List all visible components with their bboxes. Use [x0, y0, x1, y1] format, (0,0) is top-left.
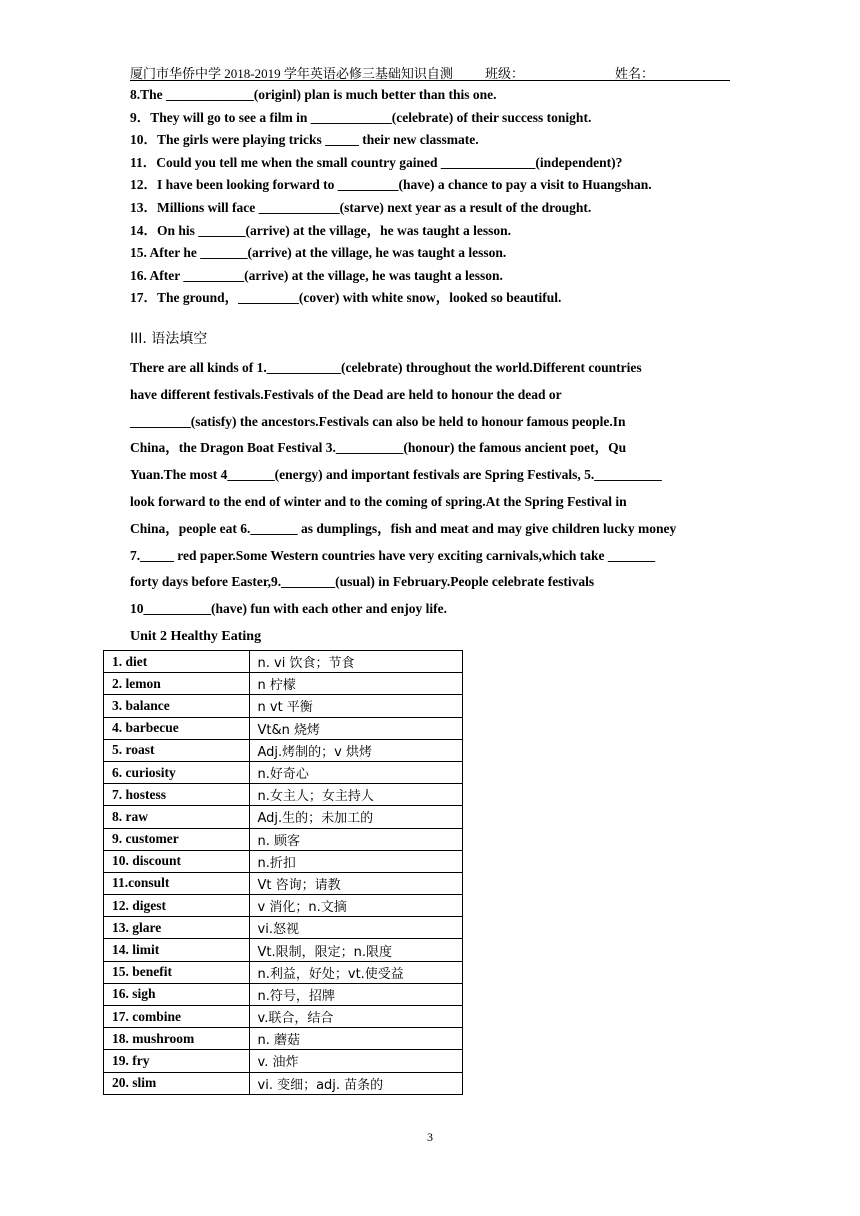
vocab-word: 17. combine	[104, 1006, 250, 1028]
vocab-meaning: n 柠檬	[249, 673, 462, 695]
paragraph-line: Yuan.The most 4_______(energy) and important festivals are Spring Festivals, 5.__________	[130, 467, 662, 483]
table-row	[104, 761, 463, 783]
vocab-word: 7. hostess	[104, 784, 250, 806]
page-header	[130, 60, 730, 81]
vocab-word: 13. glare	[104, 917, 250, 939]
exercise-line: 9．They will go to see a film in ____________(celebrate) of their success tonight.	[130, 109, 592, 125]
vocab-word: 8. raw	[104, 806, 250, 828]
unit-title: Unit 2 Healthy Eating	[130, 629, 262, 644]
vocab-meaning: n. 蘑菇	[249, 1028, 462, 1050]
table-row	[104, 850, 463, 872]
table-row	[104, 939, 463, 961]
paragraph-line: forty days before Easter,9.________(usual) in February.People celebrate festivals	[130, 574, 595, 590]
exercise-list	[130, 84, 750, 310]
vocab-word: 5. roast	[104, 739, 250, 761]
exercise-line: 17．The ground，_________(cover) with white snow，looked so beautiful.	[130, 290, 562, 306]
vocab-meaning: n.利益，好处；vt.使受益	[249, 961, 462, 983]
table-row	[104, 983, 463, 1005]
header-class-label: 班级：	[485, 66, 525, 81]
vocab-meaning: Vt.限制，限定；n.限度	[249, 939, 462, 961]
vocab-word: 15. benefit	[104, 961, 250, 983]
vocab-word: 18. mushroom	[104, 1028, 250, 1050]
vocab-word: 2. lemon	[104, 673, 250, 695]
table-row	[104, 872, 463, 894]
table-row	[104, 1050, 463, 1072]
table-row	[104, 895, 463, 917]
vocab-table	[103, 650, 463, 1095]
paragraph-line: There are all kinds of 1.___________(celebrate) throughout the world.Different countries	[130, 360, 642, 375]
table-row	[104, 695, 463, 717]
header-title: 厦门市华侨中学 2018-2019 学年英语必修三基础知识自测	[130, 66, 453, 81]
vocab-meaning: n. vi 饮食；节食	[249, 651, 462, 673]
paragraph-line: 7._____ red paper.Some Western countries have very exciting carnivals,which take _______	[130, 547, 656, 563]
vocab-meaning: v. 油炸	[249, 1050, 462, 1072]
vocab-meaning: v 消化；n.文摘	[249, 895, 462, 917]
exercise-line: 12．I have been looking forward to _________(have) a chance to pay a visit to Huangshan.	[130, 177, 652, 193]
vocab-meaning: Vt 咨询；请教	[249, 872, 462, 894]
paragraph-line: have different festivals.Festivals of the Dead are held to honour the dead or	[130, 386, 562, 402]
paragraph-line: 10__________(have) fun with each other and enjoy life.	[130, 601, 447, 617]
table-row	[104, 784, 463, 806]
vocab-word: 14. limit	[104, 939, 250, 961]
table-row	[104, 673, 463, 695]
vocab-meaning: n.好奇心	[249, 761, 462, 783]
table-row	[104, 828, 463, 850]
vocab-meaning: v.联合，结合	[249, 1006, 462, 1028]
exercise-line: 11．Could you tell me when the small country gained ______________(independent)?	[130, 154, 623, 170]
section-title: III. 语法填空	[130, 331, 208, 347]
table-row	[104, 806, 463, 828]
vocab-word: 9. customer	[104, 828, 250, 850]
cloze-paragraph	[130, 355, 750, 623]
exercise-line: 8.The _____________(originl) plan is much better than this one.	[130, 87, 497, 102]
table-row	[104, 1006, 463, 1028]
vocab-meaning: n.女主人；女主持人	[249, 784, 462, 806]
table-row	[104, 739, 463, 761]
exercise-line: 13．Millions will face ____________(starve) next year as a result of the drought.	[130, 199, 592, 215]
vocab-meaning: Adj.烤制的；v 烘烤	[249, 739, 462, 761]
vocab-word: 19. fry	[104, 1050, 250, 1072]
vocab-meaning: n.折扣	[249, 850, 462, 872]
exercise-line: 10．The girls were playing tricks _____ their new classmate.	[130, 132, 479, 148]
exercise-line: 16. After _________(arrive) at the village, he was taught a lesson.	[130, 267, 503, 283]
paragraph-line: China，the Dragon Boat Festival 3.__________(honour) the famous ancient poet，Qu	[130, 440, 627, 456]
table-row	[104, 717, 463, 739]
vocab-word: 6. curiosity	[104, 761, 250, 783]
header-name-label: 姓名：	[615, 66, 655, 81]
page-number: 3	[427, 1130, 433, 1144]
vocab-meaning: vi. 变细；adj. 苗条的	[249, 1072, 462, 1094]
vocab-meaning: n.符号，招牌	[249, 983, 462, 1005]
exercise-line: 14．On his _______(arrive) at the village，he was taught a lesson.	[130, 222, 511, 238]
vocab-meaning: Vt&n 烧烤	[249, 717, 462, 739]
vocab-meaning: n vt 平衡	[249, 695, 462, 717]
vocab-word: 16. sigh	[104, 983, 250, 1005]
vocab-word: 12. digest	[104, 895, 250, 917]
paragraph-line: _________(satisfy) the ancestors.Festivals can also be held to honour famous people.In	[130, 413, 626, 429]
vocab-word: 20. slim	[104, 1072, 250, 1094]
table-row	[104, 961, 463, 983]
table-row	[104, 651, 463, 673]
paragraph-line: look forward to the end of winter and to the coming of spring.At the Spring Festival in	[130, 493, 627, 509]
vocab-meaning: n. 顾客	[249, 828, 462, 850]
vocab-word: 10. discount	[104, 850, 250, 872]
vocab-word: 4. barbecue	[104, 717, 250, 739]
table-row	[104, 917, 463, 939]
vocab-meaning: Adj.生的；未加工的	[249, 806, 462, 828]
vocab-word: 1. diet	[104, 651, 250, 673]
vocab-word: 3. balance	[104, 695, 250, 717]
paragraph-line: China，people eat 6._______ as dumplings，fish and meat and may give children lucky money	[130, 520, 677, 536]
exercise-line: 15. After he _______(arrive) at the village, he was taught a lesson.	[130, 245, 507, 261]
table-row	[104, 1072, 463, 1094]
table-row	[104, 1028, 463, 1050]
vocab-word: 11.consult	[104, 872, 250, 894]
vocab-meaning: vi.怒视	[249, 917, 462, 939]
